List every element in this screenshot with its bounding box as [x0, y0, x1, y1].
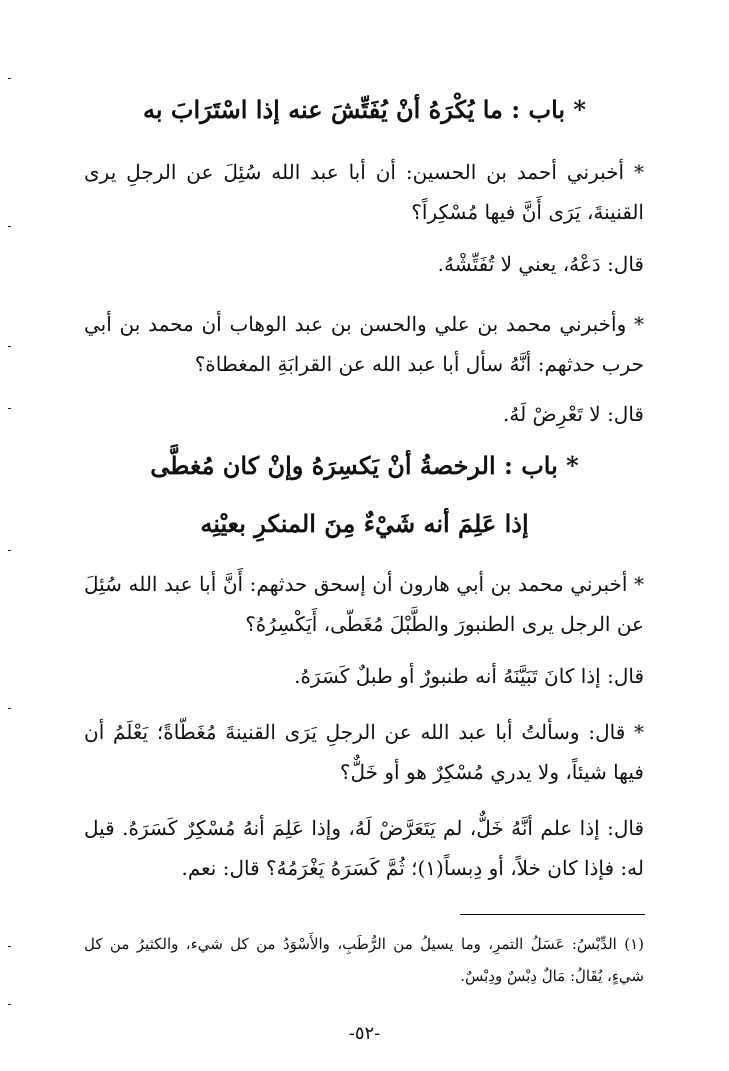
chapter-heading-1	[0, 90, 729, 130]
chapter-heading-2-line-1-text: * باب : الرخصةُ أنْ يَكسِرَهُ وإنْ كان مُغطَّى	[150, 451, 579, 480]
scan-mark	[8, 1004, 11, 1005]
paragraph-3: * وأخبرني محمد بن علي والحسن بن عبد الوهاب أن محمد بن أبي حرب حدثهم: أنَّهُ سأل أبا عبد الله عن القرابَةِ المغطاة؟	[84, 312, 644, 376]
scan-mark	[8, 946, 11, 947]
chapter-heading-2-line-1	[0, 446, 729, 486]
scan-mark	[8, 408, 11, 409]
chapter-heading-2-line-2	[0, 504, 729, 544]
paragraph-7: * قال: وسألتُ أبا عبد الله عن الرجلِ يَرَى القنينةَ مُغَطّاةً؛ يَعْلَمُ أن فيها شيئاً، ولا يدري مُسْكِرٌ هو أو خَلٌّ؟	[84, 720, 644, 784]
paragraph-2: قال: دَعْهُ، يعني لا تُفَتِّشْهُ.	[437, 252, 644, 276]
paragraph-1: * أخبرني أحمد بن الحسين: أن أبا عبد الله سُئِلَ عن الرجلِ يرى القنينةَ، يَرَى أَنَّ فيها مُسْكِراً؟	[84, 160, 644, 224]
chapter-heading-1-text: * باب : ما يُكْرَهُ أنْ يُفَتِّشَ عنه إذا اسْتَرَابَ به	[143, 95, 586, 124]
paragraph-5: * أخبرني محمد بن أبي هارون أن إسحق حدثهم: أَنَّ أبا عبد الله سُئِلَ عن الرجل يرى الطنبورَ والطَّبْلَ مُغَطّى، أَيَكْسِرُهُ؟	[84, 572, 644, 636]
chapter-heading-2-line-2-text: إذا عَلِمَ أنه شَيْءٌ مِنَ المنكرِ بعيْنِه	[200, 509, 529, 538]
page-number: -٥٢-	[348, 1023, 381, 1044]
footnote: (١) الدِّبْسُ: عَسَلُ التمرِ، وما يسيلُ من الرُّطَبِ، والأَسْوَدُ من كل شيء، والكثيرُ من كل شيءٍ، يُقَالُ: مَالٌ دِبْسٌ ودِبْسٌ.	[84, 935, 644, 985]
scan-mark	[8, 78, 11, 79]
paragraph-6: قال: إذا كانَ تَبَيَّنَهُ أنه طنبورٌ أو طبلٌ كَسَرَهُ.	[294, 664, 644, 688]
scan-mark	[8, 226, 11, 227]
paragraph-8: قال: إذا علم أنَّهُ خَلٌّ، لم يَتَعَرَّضْ لَهُ، وإذا عَلِمَ أنهُ مُسْكِرٌ كَسَرَهُ. قيل له: فإذا كان خلاً، أو دِبساً(١)؛ ثُمَّ كَسَرَهُ يَغْرَمُهُ؟ قال: نعم.	[84, 816, 644, 880]
footnote-separator	[460, 914, 645, 915]
paragraph-4: قال: لا تَعْرِضْ لَهُ.	[502, 402, 644, 426]
scan-mark	[8, 346, 11, 347]
scan-mark	[8, 550, 11, 551]
scan-mark	[8, 708, 11, 709]
